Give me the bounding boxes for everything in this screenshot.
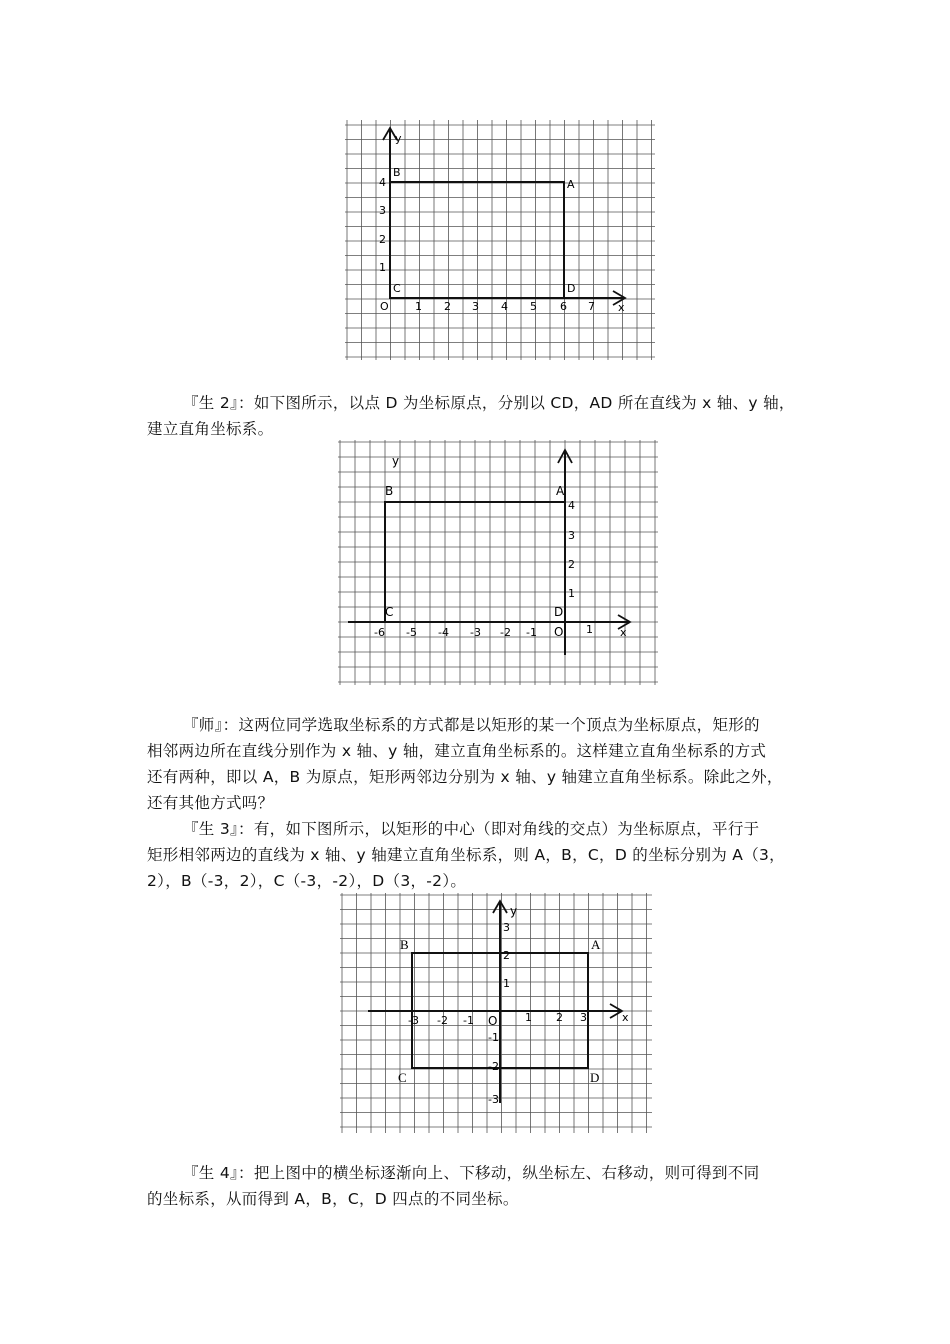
paragraph-line: 『生 2』：如下图所示，以点 D 为坐标原点，分别以 CD，AD 所在直线为 x 轴、y 轴， [183, 394, 795, 412]
y-tick-4: 4 [379, 176, 386, 189]
paragraph-line: 建立直角坐标系。 [147, 420, 274, 438]
origin-label: O [554, 625, 564, 639]
y-tick-neg3: -3 [488, 1093, 499, 1106]
paragraph-line: 2），B（-3，2），C（-3，-2），D（3，-2）。 [147, 872, 467, 890]
paragraph-line: 『师』：这两位同学选取坐标系的方式都是以矩形的某一个顶点为坐标原点，矩形的 [183, 716, 760, 734]
figure-2-coordinate-grid [338, 440, 658, 685]
paragraph-line: 还有其他方式吗？ [147, 794, 274, 812]
x-tick-3: 3 [580, 1011, 587, 1024]
point-c-label: C [398, 1070, 407, 1085]
x-tick-neg4: -4 [438, 626, 449, 639]
y-tick-4: 4 [568, 499, 575, 512]
y-tick-3: 3 [568, 529, 575, 542]
paragraph-line: 的坐标系，从而得到 A，B，C，D 四点的不同坐标。 [147, 1190, 519, 1208]
point-d-label: D [567, 282, 576, 295]
x-tick-neg5: -5 [406, 626, 417, 639]
x-tick-5: 5 [530, 300, 537, 313]
paragraph-line: 还有两种，即以 A，B 为原点，矩形两邻边分别为 x 轴、y 轴建立直角坐标系。除此之外， [147, 768, 783, 786]
y-tick-neg2: -2 [488, 1060, 499, 1073]
y-tick-1: 1 [379, 261, 386, 274]
x-tick-6: 6 [560, 300, 567, 313]
paragraph-student-3 [147, 816, 807, 894]
y-tick-2: 2 [379, 233, 386, 246]
point-d-label: D [590, 1070, 600, 1085]
grid-lines [345, 120, 655, 360]
paragraph-teacher [147, 712, 807, 816]
point-b-label: B [385, 484, 394, 498]
y-axis-label: y [395, 132, 402, 145]
x-tick-1: 1 [586, 623, 593, 636]
y-axis-label: y [510, 904, 518, 918]
y-axis-label: y [392, 454, 400, 468]
figure-1-coordinate-grid [345, 120, 655, 360]
x-tick-2: 2 [556, 1011, 563, 1024]
x-axis-label: x [618, 301, 625, 314]
point-a-label: A [591, 937, 601, 952]
origin-label: O [488, 1014, 498, 1028]
paragraph-line: 矩形相邻两边的直线为 x 轴、y 轴建立直角坐标系，则 A，B，C，D 的坐标分别为 A（3， [147, 846, 785, 864]
paragraph-student-2 [147, 390, 807, 442]
point-a-label: A [556, 484, 565, 498]
point-b-label: B [400, 937, 409, 952]
x-tick-1: 1 [525, 1011, 532, 1024]
point-a-label: A [567, 178, 575, 191]
y-tick-3: 3 [503, 921, 510, 934]
y-tick-1: 1 [568, 587, 575, 600]
origin-label: O [380, 300, 389, 313]
x-tick-neg6: -6 [374, 626, 385, 639]
x-tick-neg2: -2 [437, 1014, 448, 1027]
figure-1-svg [345, 120, 655, 360]
paragraph-student-4 [147, 1160, 807, 1212]
y-tick-3: 3 [379, 204, 386, 217]
x-tick-neg1: -1 [526, 626, 537, 639]
y-tick-2: 2 [503, 949, 510, 962]
y-tick-neg1: -1 [488, 1031, 499, 1044]
figure-3-coordinate-grid [340, 893, 652, 1133]
x-tick-7: 7 [588, 300, 595, 313]
point-c-label: C [393, 282, 401, 295]
paragraph-line: 『生 3』：有，如下图所示，以矩形的中心（即对角线的交点）为坐标原点，平行于 [183, 820, 760, 838]
rectangle-abcd [390, 182, 564, 298]
x-tick-1: 1 [415, 300, 422, 313]
point-d-label: D [554, 605, 564, 619]
x-tick-2: 2 [444, 300, 451, 313]
x-axis-label: x [620, 626, 627, 639]
figure-3-svg [340, 893, 652, 1133]
point-c-label: C [385, 605, 394, 619]
x-tick-neg1: -1 [463, 1014, 474, 1027]
figure-2-svg [338, 440, 658, 685]
x-tick-neg2: -2 [500, 626, 511, 639]
x-axis-label: x [622, 1011, 629, 1024]
x-tick-3: 3 [472, 300, 479, 313]
y-tick-1: 1 [503, 977, 510, 990]
x-tick-neg3: -3 [408, 1014, 419, 1027]
paragraph-line: 相邻两边所在直线分别作为 x 轴、y 轴，建立直角坐标系的。这样建立直角坐标系的方式 [147, 742, 767, 760]
x-tick-neg3: -3 [470, 626, 481, 639]
paragraph-line: 『生 4』：把上图中的横坐标逐渐向上、下移动，纵坐标左、右移动，则可得到不同 [183, 1164, 760, 1182]
x-tick-4: 4 [501, 300, 508, 313]
point-b-label: B [393, 166, 401, 179]
y-tick-2: 2 [568, 558, 575, 571]
